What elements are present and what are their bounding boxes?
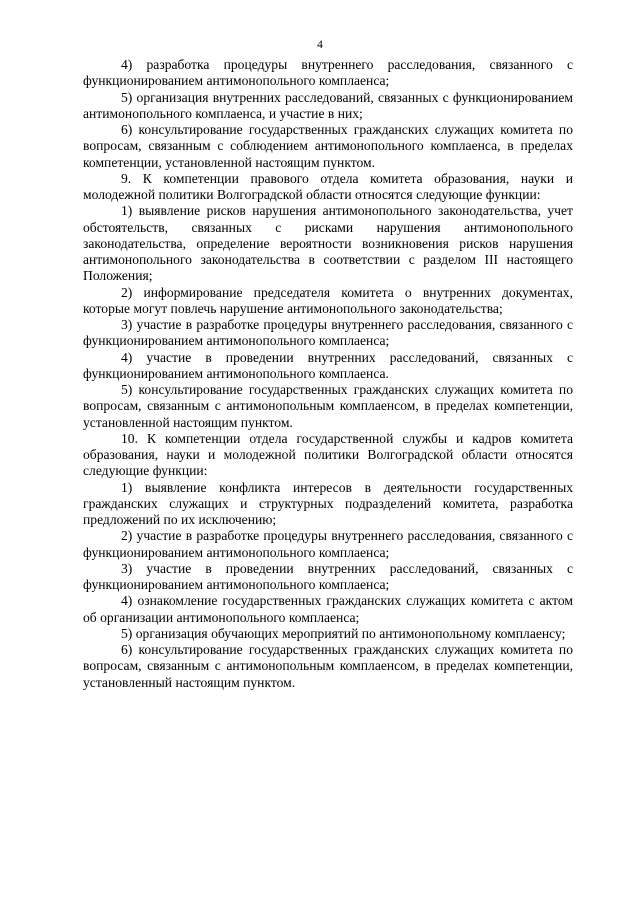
section-10-item-1: 1) выявление конфликта интересов в деятельности государственных гражданских служащих и структурных подразделений комитета, разработка предложений по их исключению; — [83, 479, 573, 527]
list-item-5-organize-investigations: 5) организация внутренних расследований, связанных с функционированием антимонопольного комплаенса, и участие в них; — [83, 89, 573, 121]
section-9-item-1: 1) выявление рисков нарушения антимонопольного законодательства, учет обстоятельств, связанных с рисками нарушения антимонопольного законодательства, определение вероятности возникновения рисков нарушения антимонопольного законодательства в соответствии с разделом III настоящего Положения; — [83, 203, 573, 284]
section-9-item-3: 3) участие в разработке процедуры внутреннего расследования, связанного с функционированием антимонопольного комплаенса; — [83, 317, 573, 349]
page-number: 4 — [317, 39, 323, 51]
section-9-item-2: 2) информирование председателя комитета о внутренних документах, которые могут повлечь нарушение антимонопольного законодательства; — [83, 284, 573, 316]
section-10-item-5: 5) организация обучающих мероприятий по антимонопольному комплаенсу; — [121, 625, 566, 641]
section-9-heading: 9. К компетенции правового отдела комитета образования, науки и молодежной политики Волгоградской области относятся следующие функции: — [83, 170, 573, 202]
list-item-4-develop-investigation-procedure: 4) разработка процедуры внутреннего расследования, связанного с функционированием антимонопольного комплаенса; — [83, 57, 573, 89]
section-9-item-5: 5) консультирование государственных гражданских служащих комитета по вопросам, связанным с антимонопольным комплаенсом, в пределах компетенции, установленной настоящим пунктом. — [83, 382, 573, 430]
list-item-6-consult-employees: 6) консультирование государственных гражданских служащих комитета по вопросам, связанным с соблюдением антимонопольного комплаенса, в пределах компетенции, установленной настоящим пунктом. — [83, 122, 573, 170]
section-10-item-3: 3) участие в проведении внутренних расследований, связанных с функционированием антимонопольного комплаенса; — [83, 560, 573, 592]
section-10-heading: 10. К компетенции отдела государственной службы и кадров комитета образования, науки и молодежной политики Волгоградской области относятся следующие функции: — [83, 430, 573, 479]
section-10-item-6: 6) консультирование государственных гражданских служащих комитета по вопросам, связанным с антимонопольным комплаенсом, в пределах компетенции, установленный настоящим пунктом. — [83, 642, 573, 690]
section-9-item-4: 4) участие в проведении внутренних расследований, связанных с функционированием антимонопольного комплаенса. — [83, 349, 573, 381]
section-10-item-4: 4) ознакомление государственных гражданских служащих комитета с актом об организации антимонопольного комплаенса; — [83, 593, 573, 625]
document-body — [83, 57, 573, 691]
section-10-item-2: 2) участие в разработке процедуры внутреннего расследования, связанного с функционированием антимонопольного комплаенса; — [83, 528, 573, 560]
